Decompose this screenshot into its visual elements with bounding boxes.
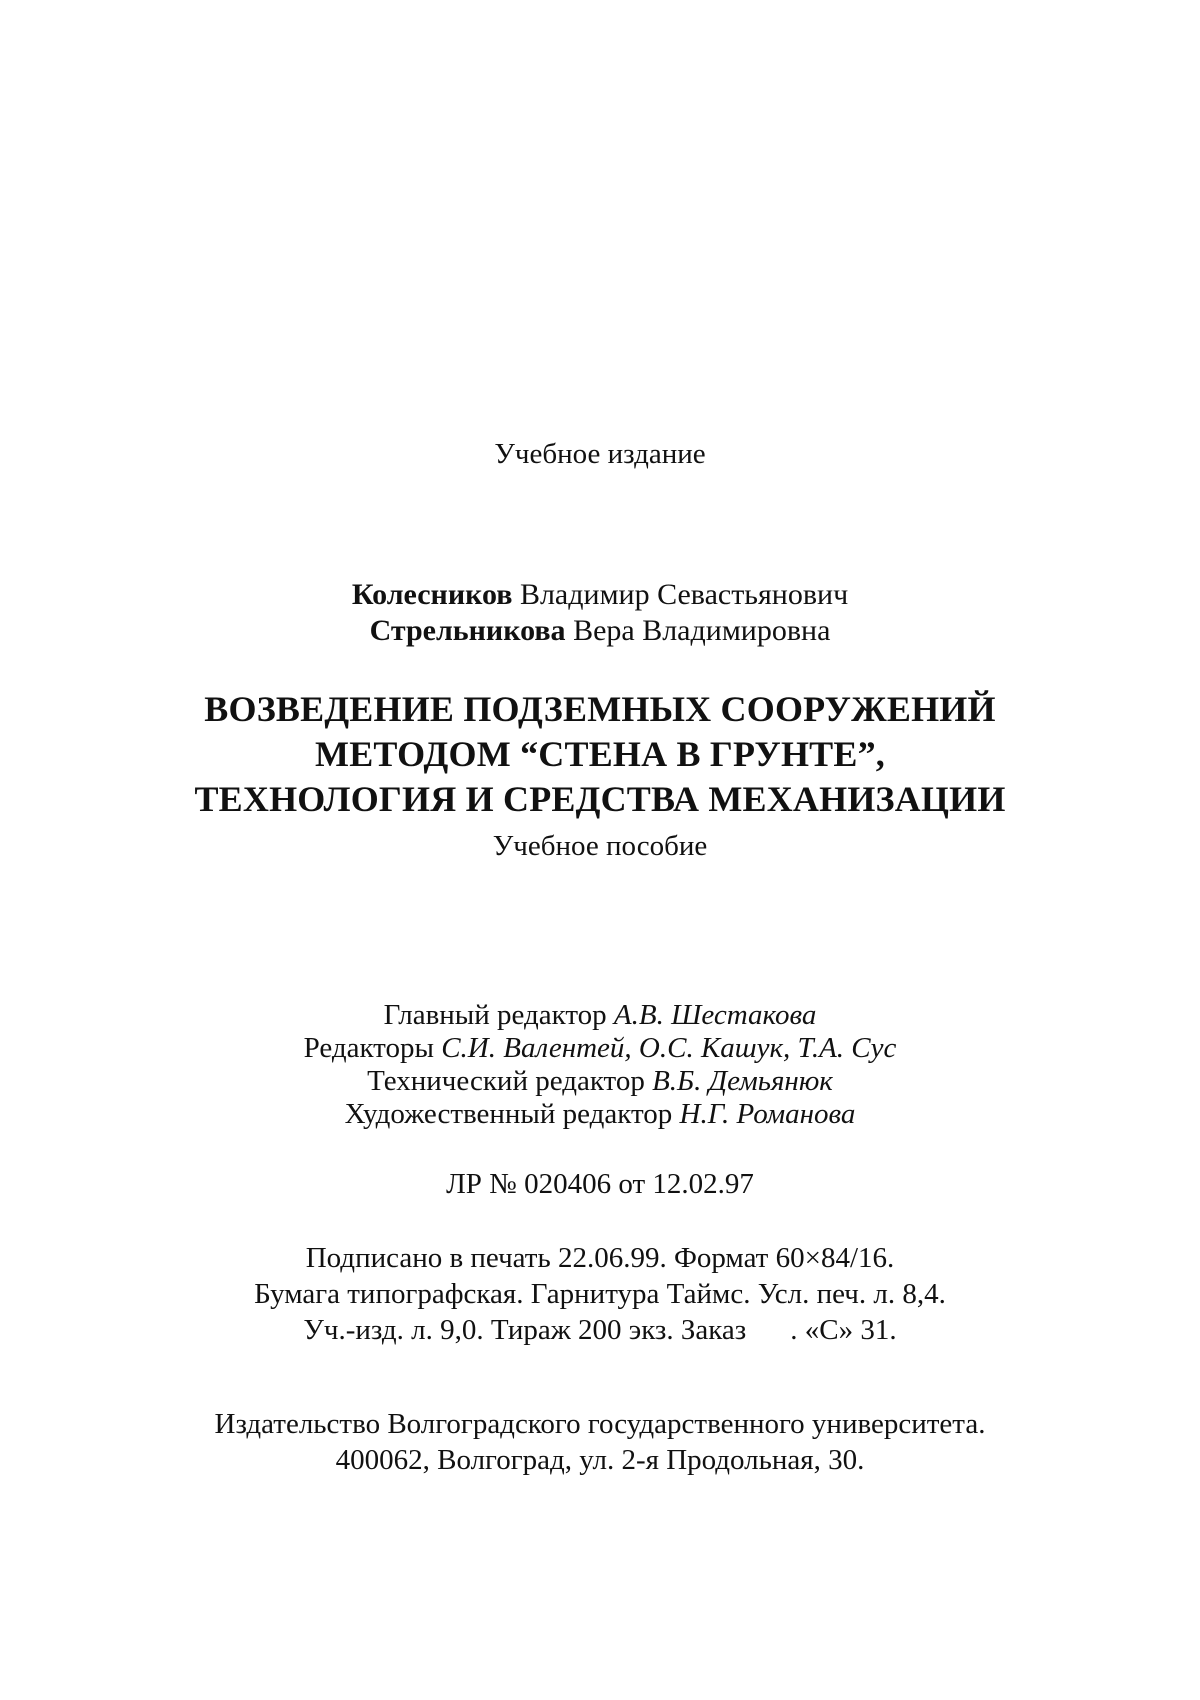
staff-technical-editor — [0, 1067, 1200, 1096]
staff-names: С.И. Валентей, О.С. Кашук, Т.А. Сус — [441, 1032, 897, 1064]
print-details-line-1: Подписано в печать 22.06.99. Формат 60×84/16. — [305, 1242, 895, 1274]
author-given-name: Владимир Севастьянович — [519, 578, 849, 611]
staff-role: Технический редактор — [367, 1065, 645, 1097]
book-title-line-3: ТЕХНОЛОГИЯ И СРЕДСТВА МЕХАНИЗАЦИИ — [194, 779, 1006, 819]
author-surname: Колесников — [351, 578, 513, 611]
book-title-line-1: ВОЗВЕДЕНИЕ ПОДЗЕМНЫХ СООРУЖЕНИЙ — [204, 689, 996, 729]
print-details-line-3 — [0, 1316, 1200, 1345]
staff-role: Главный редактор — [383, 999, 607, 1031]
book-title-line-2: МЕТОДОМ “СТЕНА В ГРУНТЕ”, — [315, 734, 885, 774]
edition-type: Учебное издание — [494, 438, 706, 470]
license-number: ЛР № 020406 от 12.02.97 — [446, 1168, 754, 1200]
staff-art-editor — [0, 1100, 1200, 1129]
staff-names: В.Б. Демьянюк — [652, 1065, 833, 1097]
staff-role: Художественный редактор — [344, 1098, 673, 1130]
print-run-and-order: Уч.-изд. л. 9,0. Тираж 200 экз. Заказ — [303, 1314, 747, 1346]
author-given-name: Вера Владимировна — [573, 614, 831, 647]
print-details-line-2: Бумага типографская. Гарнитура Таймс. Усл. печ. л. 8,4. — [254, 1278, 946, 1310]
author-line-1 — [0, 580, 1200, 610]
order-suffix: . «С» 31. — [790, 1314, 897, 1346]
staff-chief-editor — [0, 1001, 1200, 1030]
publisher-name: Издательство Волгоградского государственного университета. — [214, 1408, 986, 1440]
staff-role: Редакторы — [303, 1032, 434, 1064]
staff-editors — [0, 1034, 1200, 1063]
staff-names: А.В. Шестакова — [613, 999, 817, 1031]
author-surname: Стрельникова — [369, 614, 566, 647]
book-subtitle: Учебное пособие — [492, 830, 708, 862]
author-line-2 — [0, 616, 1200, 646]
publisher-address: 400062, Волгоград, ул. 2-я Продольная, 30. — [335, 1444, 865, 1476]
staff-names: Н.Г. Романова — [679, 1098, 856, 1130]
